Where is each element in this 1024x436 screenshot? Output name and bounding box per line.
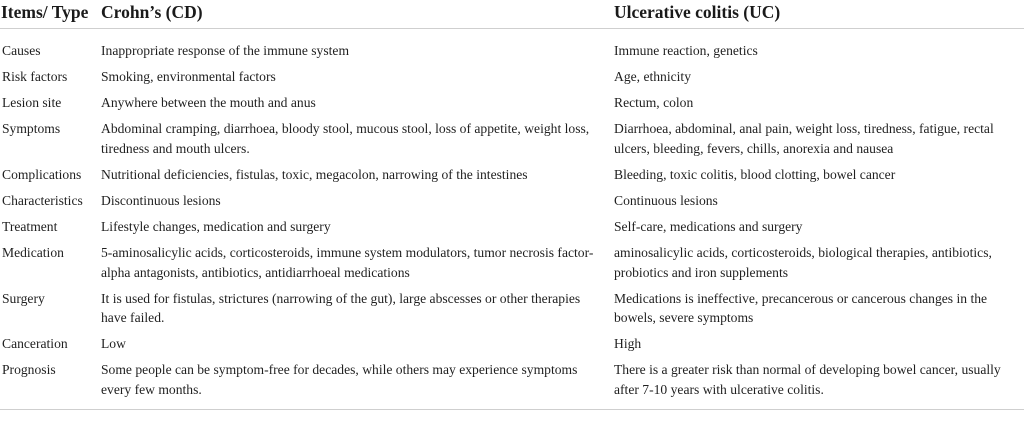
row-item-label: Treatment [2, 219, 58, 235]
row-item-label: Characteristics [2, 192, 83, 208]
row-item-label: Canceration [2, 336, 68, 352]
table-row [0, 289, 1024, 335]
row-cd-value: Inappropriate response of the immune system [101, 43, 350, 58]
table-row [0, 93, 1024, 119]
row-item-label: Prognosis [2, 362, 56, 378]
row-cd-value: Abdominal cramping, diarrhoea, bloody stool, mucous stool, loss of appetite, weight loss, tiredness and mouth ulcers. [101, 121, 590, 156]
row-uc-value: Medications is ineffective, precancerous or cancerous changes in the bowels, severe symptoms [614, 290, 988, 326]
table-row [0, 29, 1024, 68]
header-ulcerative-colitis: Ulcerative colitis (UC) [614, 2, 781, 22]
table-row [0, 217, 1024, 243]
row-item-label: Lesion site [2, 95, 62, 111]
row-cd-value: Smoking, environmental factors [101, 69, 276, 85]
row-item-label: Complications [2, 166, 82, 182]
row-item-label: Symptoms [2, 121, 61, 137]
table-row [0, 67, 1024, 93]
table-body [0, 29, 1024, 410]
row-item-label: Surgery [2, 290, 45, 306]
bottom-rule [0, 410, 1024, 411]
row-item-label: Medication [2, 245, 64, 261]
row-cd-value: Discontinuous lesions [101, 192, 221, 208]
row-cd-value: Low [101, 336, 126, 352]
table-row [0, 334, 1024, 360]
header-crohns: Crohn’s (CD) [101, 2, 203, 22]
row-uc-value: Bleeding, toxic colitis, blood clotting, bowel cancer [614, 166, 896, 182]
row-uc-value: aminosalicylic acids, corticosteroids, biological therapies, antibiotics, probiotics and iron supplements [614, 245, 992, 280]
header-items-type: Items/ Type [1, 2, 89, 22]
row-uc-value: Continuous lesions [614, 192, 718, 208]
bottom-rule-row [0, 410, 1024, 411]
table-header [0, 0, 1024, 29]
row-uc-value: Rectum, colon [614, 95, 694, 111]
row-cd-value: Some people can be symptom-free for decades, while others may experience symptoms every few months. [101, 362, 578, 397]
row-cd-value: It is used for fistulas, strictures (narrowing of the gut), large abscesses or other therapies have failed. [101, 290, 581, 326]
header-row [0, 0, 1024, 29]
table-row [0, 119, 1024, 165]
row-uc-value: Immune reaction, genetics [614, 43, 758, 58]
row-uc-value: There is a greater risk than normal of developing bowel cancer, usually after 7-10 years with ulcerative colitis. [614, 362, 1001, 397]
row-uc-value: Diarrhoea, abdominal, anal pain, weight loss, tiredness, fatigue, rectal ulcers, bleeding, fevers, chills, anorexia and nausea [614, 121, 994, 156]
table-row [0, 243, 1024, 289]
row-uc-value: Age, ethnicity [614, 69, 692, 85]
row-item-label: Risk factors [2, 69, 68, 85]
row-cd-value: Nutritional deficiencies, fistulas, toxic, megacolon, narrowing of the intestines [101, 166, 528, 182]
table-row [0, 165, 1024, 191]
table-row [0, 191, 1024, 217]
table-row [0, 360, 1024, 410]
row-uc-value: Self-care, medications and surgery [614, 219, 803, 235]
table-footer-rule [0, 410, 1024, 411]
row-cd-value: 5-aminosalicylic acids, corticosteroids, immune system modulators, tumor necrosis factor-alpha antagonists, antibiotics, antidiarrhoeal medications [101, 245, 594, 280]
row-cd-value: Lifestyle changes, medication and surgery [101, 219, 331, 235]
row-uc-value: High [614, 336, 642, 352]
row-item-label: Causes [2, 43, 41, 58]
row-cd-value: Anywhere between the mouth and anus [101, 95, 316, 111]
